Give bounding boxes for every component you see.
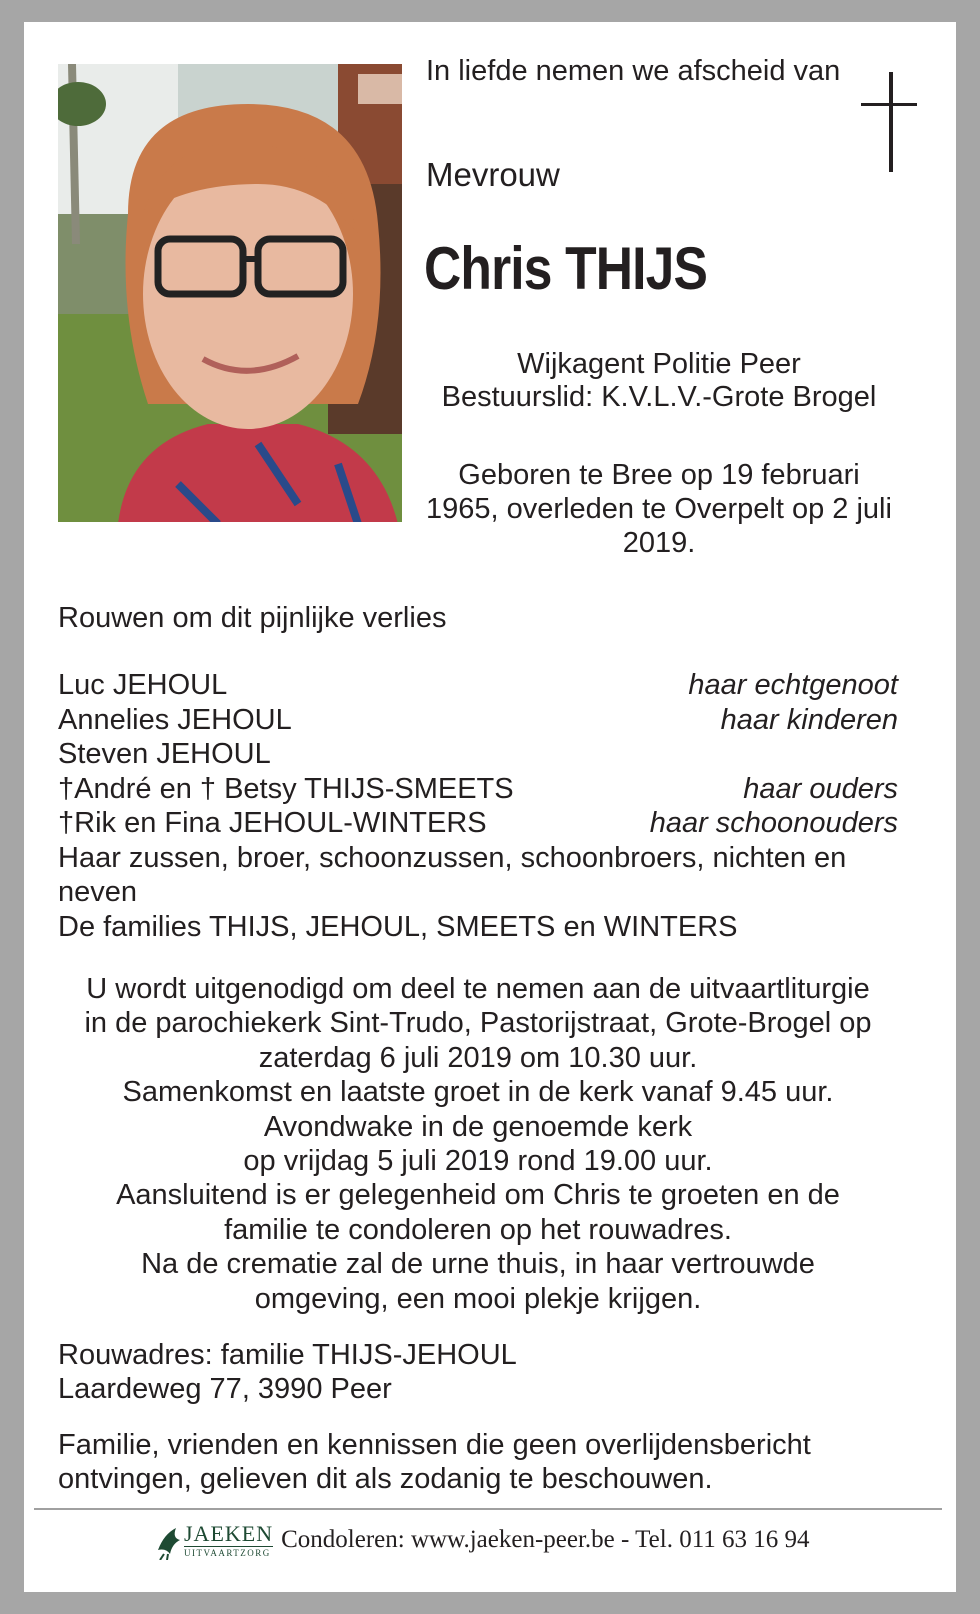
family-name: Annelies JEHOUL (58, 703, 292, 736)
ceremony-line: Aansluitend is er gelegenheid om Chris te groeten en de (116, 1179, 840, 1212)
ceremony-line: familie te condoleren op het rouwadres. (224, 1213, 732, 1246)
family-name: †André en † Betsy THIJS-SMEETS (58, 772, 514, 805)
ceremony-line: in de parochiekerk Sint-Trudo, Pastorijstraat, Grote-Brogel op (84, 1007, 872, 1040)
family-relation: haar ouders (743, 772, 898, 805)
family-name: Luc JEHOUL (58, 669, 228, 701)
family-row (58, 703, 898, 738)
ceremony-line: Na de crematie zal de urne thuis, in haar vertrouwde (141, 1248, 815, 1281)
ceremony-details (58, 972, 898, 1316)
divider (34, 1508, 942, 1510)
logo-subtitle: UITVAARTZORG (184, 1547, 271, 1558)
logo-name: JAEKEN (184, 1520, 274, 1546)
family-list (58, 668, 898, 944)
obituary-card (24, 22, 956, 1592)
footer (154, 1516, 810, 1564)
family-extra: De families THIJS, JEHOUL, SMEETS en WINTERS (58, 910, 738, 943)
ceremony-line: Avondwake in de genoemde kerk (263, 1110, 693, 1143)
deceased-name: Chris THIJS (424, 235, 708, 302)
ceremony-line: op vrijdag 5 juli 2019 rond 19.00 uur. (243, 1145, 713, 1178)
family-relation: haar kinderen (720, 703, 898, 736)
birth-death-text: Geboren te Bree op 19 februari 1965, overleden te Overpelt op 2 juli 2019. (426, 459, 892, 559)
ceremony-line: U wordt uitgenodigd om deel te nemen aan de uitvaartliturgie (86, 973, 870, 1005)
family-extra: Haar zussen, broer, schoonzussen, schoonbroers, nichten en neven (58, 841, 847, 908)
ceremony-line: Samenkomst en laatste groet in de kerk vanaf 9.45 uur. (122, 1076, 834, 1109)
family-name: †Rik en Fina JEHOUL-WINTERS (58, 807, 487, 839)
roles (426, 348, 892, 414)
salutation: Mevrouw (426, 156, 560, 193)
cross-icon (861, 72, 923, 172)
jaeken-logo (154, 1520, 273, 1560)
family-row (58, 772, 898, 807)
family-relation: haar schoonouders (649, 807, 898, 839)
mourning-address (58, 1338, 517, 1406)
family-row (58, 668, 898, 703)
family-relation: haar echtgenoot (688, 669, 898, 701)
ceremony-line: omgeving, een mooi plekje krijgen. (254, 1282, 702, 1315)
dove-icon (154, 1520, 184, 1560)
role-line: Wijkagent Politie Peer (517, 348, 801, 380)
mourning-heading: Rouwen om dit pijnlijke verlies (58, 602, 447, 634)
notice-text: Familie, vrienden en kennissen die geen overlijdensbericht ontvingen, gelieven dit als zodanig te beschouwen. (58, 1429, 811, 1495)
ceremony-line: zaterdag 6 juli 2019 om 10.30 uur. (258, 1041, 698, 1074)
condolence-info[interactable]: Condoleren: www.jaeken-peer.be - Tel. 011 63 16 94 (281, 1526, 810, 1553)
family-row (58, 806, 898, 841)
intro-text: In liefde nemen we afscheid van (426, 55, 841, 87)
address-line: Laardeweg 77, 3990 Peer (58, 1373, 392, 1405)
portrait-photo (58, 64, 402, 522)
family-name: Steven JEHOUL (58, 738, 271, 770)
family-row (58, 737, 898, 772)
address-line: Rouwadres: familie THIJS-JEHOUL (58, 1339, 517, 1371)
role-line: Bestuurslid: K.V.L.V.-Grote Brogel (441, 381, 877, 413)
